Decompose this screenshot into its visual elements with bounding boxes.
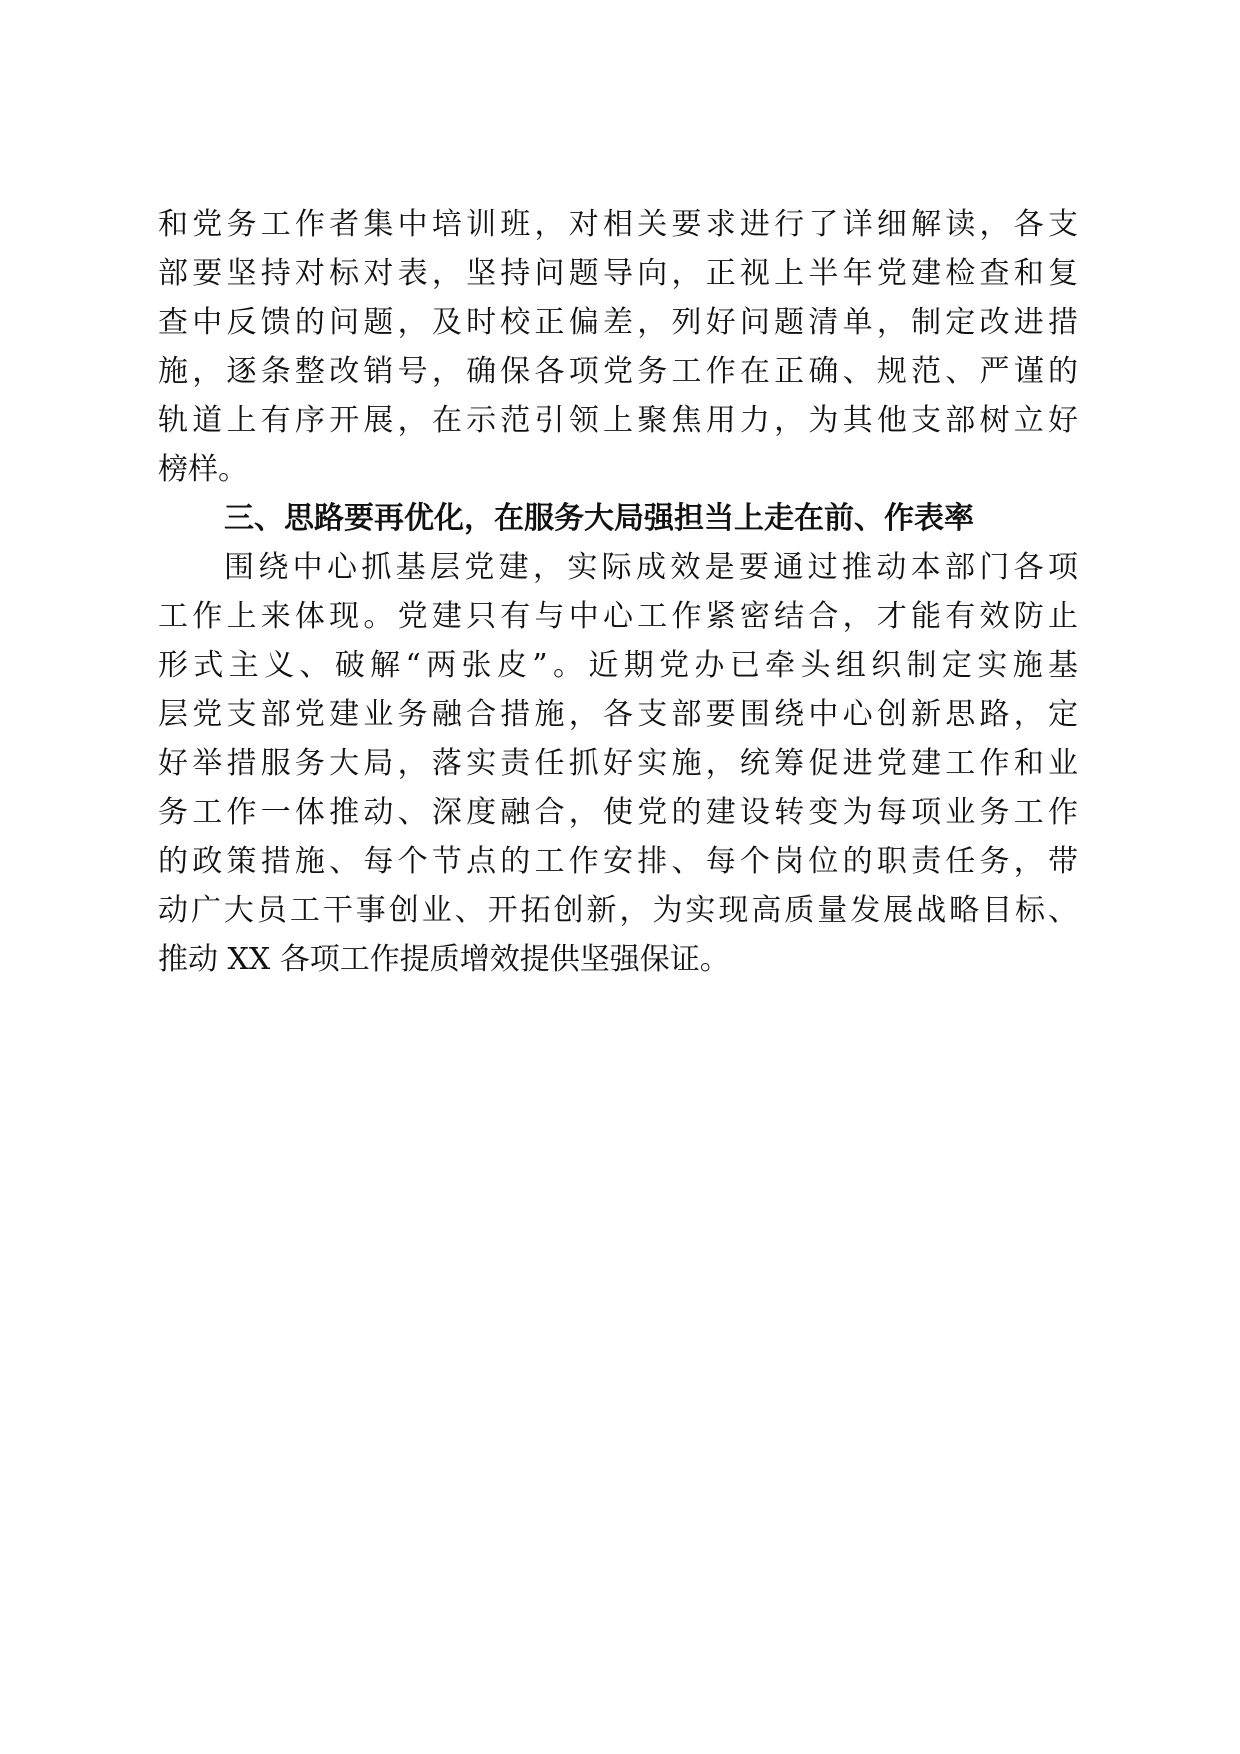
paragraph-line: 围绕中心抓基层党建，实际成效是要通过推动本部门各项 (224, 550, 1078, 585)
section-heading: 三、思路要再优化，在服务大局强担当上走在前、作表率 (224, 501, 974, 536)
paragraph-line: 工作上来体现。党建只有与中心工作紧密结合，才能有效防止 (158, 599, 1078, 634)
paragraph-line: 务工作一体推动、深度融合，使党的建设转变为每项业务工作 (158, 795, 1078, 830)
paragraph-line: 部要坚持对标对表，坚持问题导向，正视上半年党建检查和复 (158, 256, 1078, 291)
paragraph-line: 动广大员工干事创业、开拓创新，为实现高质量发展战略目标、 (158, 893, 1078, 928)
paragraph-line: 和党务工作者集中培训班，对相关要求进行了详细解读，各支 (158, 207, 1078, 242)
paragraph-line: 好举措服务大局，落实责任抓好实施，统筹促进党建工作和业 (158, 746, 1078, 781)
paragraph-line: 施，逐条整改销号，确保各项党务工作在正确、规范、严谨的 (158, 354, 1078, 389)
paragraph-line: 形式主义、破解“两张皮”。近期党办已牵头组织制定实施基 (158, 648, 1078, 683)
paragraph-line: 榜样。 (158, 452, 248, 487)
paragraph-line: 的政策措施、每个节点的工作安排、每个岗位的职责任务，带 (158, 844, 1078, 879)
paragraph-line: 推动 XX 各项工作提质增效提供坚强保证。 (158, 942, 730, 977)
paragraph-line: 层党支部党建业务融合措施，各支部要围绕中心创新思路，定 (158, 697, 1078, 732)
paragraph-line: 查中反馈的问题，及时校正偏差，列好问题清单，制定改进措 (158, 305, 1078, 340)
paragraph-line: 轨道上有序开展，在示范引领上聚焦用力，为其他支部树立好 (158, 403, 1078, 438)
